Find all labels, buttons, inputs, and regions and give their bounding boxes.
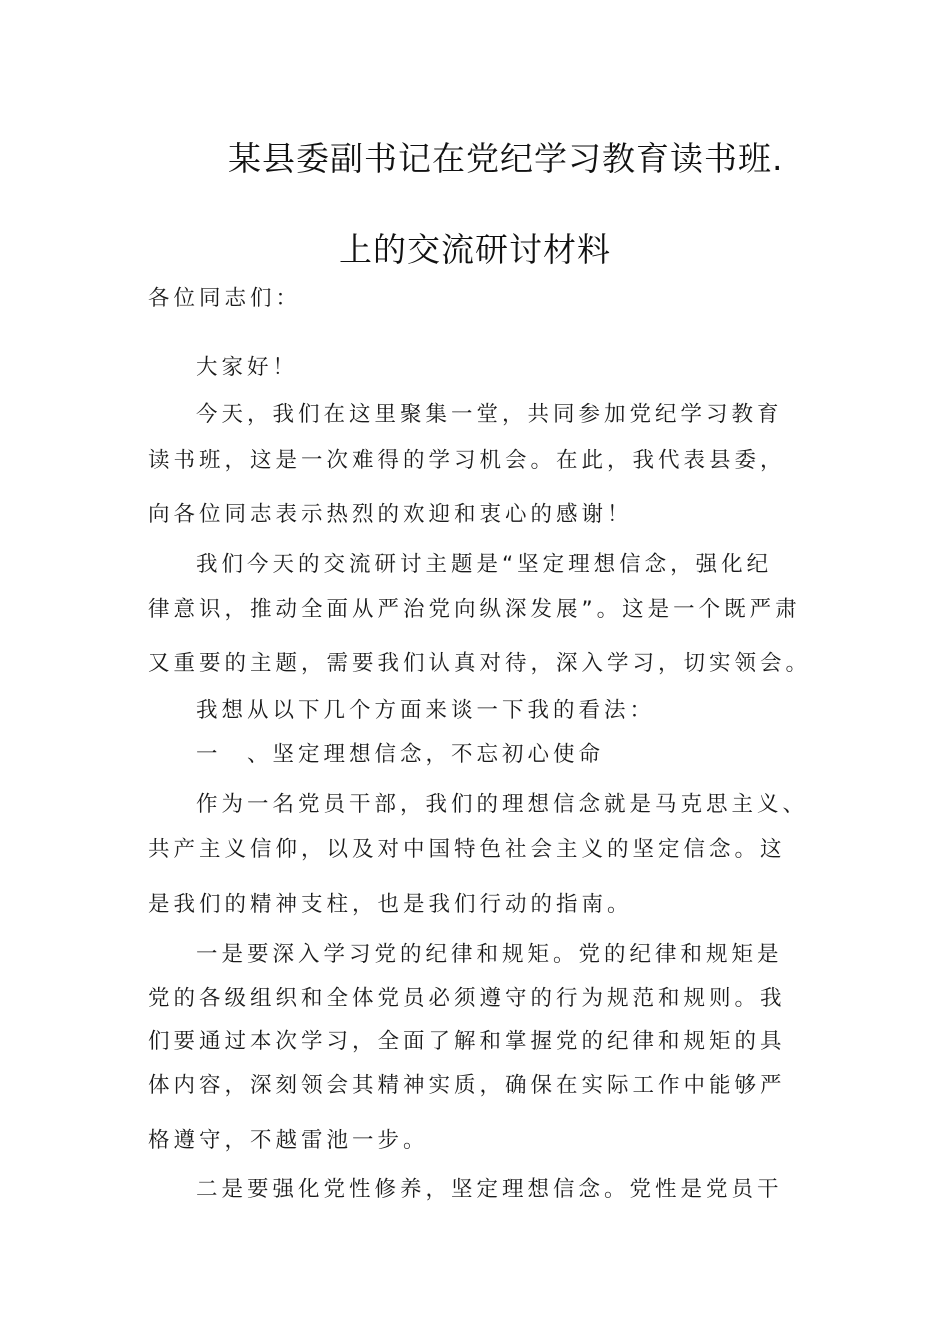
paragraph-line: 我们今天的交流研讨主题是“坚定理想信念，强化纪 xyxy=(196,552,773,577)
salutation: 各位同志们： xyxy=(148,286,302,311)
greeting: 大家好！ xyxy=(196,355,299,380)
paragraph-line: 们要通过本次学习，全面了解和掌握党的纪律和规矩的具 xyxy=(148,1029,786,1054)
paragraph-line: 今天，我们在这里聚集一堂，共同参加党纪学习教育 xyxy=(196,402,783,427)
section-heading: 一 、坚定理想信念，不忘初心使命 xyxy=(196,742,605,767)
paragraph-line: 我想从以下几个方面来谈一下我的看法： xyxy=(196,698,656,723)
paragraph-line: 一是要深入学习党的纪律和规矩。党的纪律和规矩是 xyxy=(196,942,783,967)
paragraph-line: 是我们的精神支柱，也是我们行动的指南。 xyxy=(148,892,633,917)
paragraph-line: 作为一名党员干部，我们的理想信念就是马克思主义、 xyxy=(196,792,809,817)
paragraph-line: 二是要强化党性修养，坚定理想信念。党性是党员干 xyxy=(196,1177,783,1202)
paragraph-line: 律意识，推动全面从严治党向纵深发展”。这是一个既严肃 xyxy=(148,597,801,622)
paragraph-line: 党的各级组织和全体党员必须遵守的行为规范和规则。我 xyxy=(148,986,786,1011)
paragraph-line: 又重要的主题，需要我们认真对待，深入学习，切实领会。 xyxy=(148,651,812,676)
paragraph-line: 体内容，深刻领会其精神实质，确保在实际工作中能够严 xyxy=(148,1073,786,1098)
paragraph-line: 向各位同志表示热烈的欢迎和衷心的感谢！ xyxy=(148,502,633,527)
document-title-line-2: 上的交流研讨材料 xyxy=(339,230,611,269)
document-title-line-1: 某县委副书记在党纪学习教育读书班. xyxy=(228,139,784,178)
paragraph-line: 共产主义信仰，以及对中国特色社会主义的坚定信念。这 xyxy=(148,837,786,862)
paragraph-line: 读书班，这是一次难得的学习机会。在此，我代表县委， xyxy=(148,448,786,473)
paragraph-line: 格遵守，不越雷池一步。 xyxy=(148,1128,429,1153)
